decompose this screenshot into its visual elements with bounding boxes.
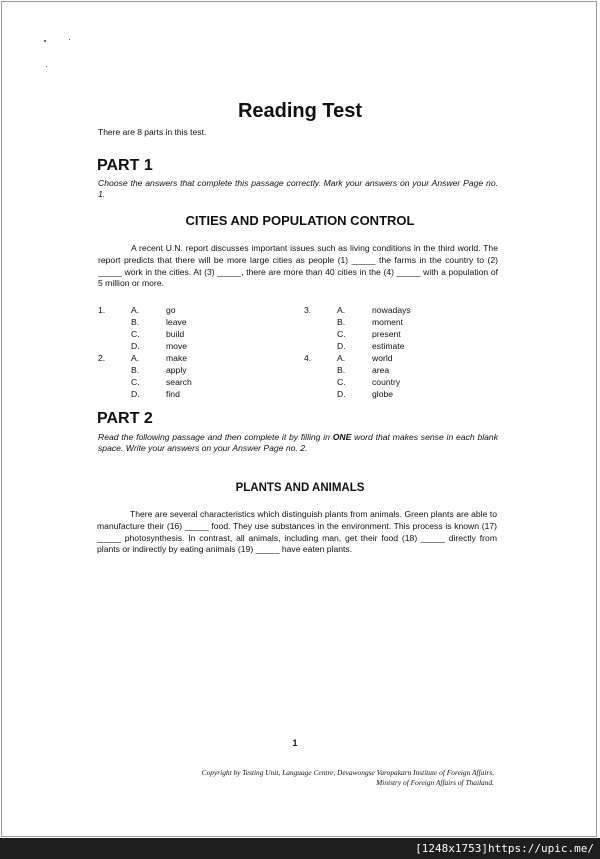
part1-section-title: CITIES AND POPULATION CONTROL (185, 213, 415, 228)
part1-heading: PART 1 (97, 157, 153, 174)
part2-instruction (98, 432, 498, 454)
part1-passage: A recent U.N. report discusses important issues such as living conditions in the third world. The report predicts that there will be more large cities as people (1) _____ the farms in the country to (2) _____ work in the cities. At (3) _____, there are more than 40 cities in the (4) _____ with a population of 5 million or more. (98, 243, 498, 289)
option-text: globe (372, 389, 394, 399)
instruction-text: word that makes sense in each blank space. Write your answers on your Answer Page no. 2. (98, 432, 498, 453)
option-text: go (166, 305, 176, 315)
option-text: make (166, 353, 188, 363)
option-text: leave (166, 317, 187, 327)
option-letter: A. (131, 353, 140, 363)
option-text: country (372, 377, 401, 387)
option-letter: D. (131, 389, 140, 399)
option-letter: C. (337, 377, 346, 387)
copyright-notice (202, 768, 494, 788)
option-text: search (166, 377, 192, 387)
question-number: 4. (304, 353, 312, 363)
scan-speck (69, 39, 70, 40)
watermark-text: [1248x1753]https://upic.me/ (415, 842, 594, 855)
page-number: 1 (292, 738, 298, 748)
option-letter: B. (337, 317, 346, 327)
question-number: 3. (304, 305, 312, 315)
scan-speck (44, 40, 46, 42)
scan-speck (46, 66, 47, 67)
option-letter: D. (337, 341, 346, 351)
option-letter: D. (131, 341, 140, 351)
option-letter: C. (131, 377, 140, 387)
option-letter: A. (337, 305, 346, 315)
option-text: move (166, 341, 188, 351)
page-title: Reading Test (237, 100, 363, 122)
option-letter: B. (337, 365, 346, 375)
part2-passage: There are several characteristics which distinguish plants from animals. Green plants are able to manufacture their (16) _____ food. They use substances in the environment. This process is known (17) _____ photosynthesis. In contrast, all animals, including man, get their food (18) _____ directly from plants or indirectly by eating animals (19) _____ have eaten plants. (97, 509, 497, 555)
instruction-emphasis: ONE (332, 432, 352, 442)
option-text: build (166, 329, 185, 339)
part1-instruction: Choose the answers that complete this passage correctly. Mark your answers on your Answer Page no. 1. (98, 178, 498, 199)
option-text: apply (166, 365, 187, 375)
copyright-line-2: Ministry of Foreign Affairs of Thailand. (376, 778, 494, 787)
part2-heading: PART 2 (97, 410, 153, 427)
option-text: moment (372, 317, 404, 327)
watermark-bar (0, 838, 600, 859)
instruction-text: Read the following passage and then complete it by filling in (98, 432, 333, 442)
copyright-line-1: Copyright by Testing Unit, Language Centre, Devawongse Varopakarn Institute of Foreign Affairs, (201, 768, 494, 777)
part2-section-title: PLANTS AND ANIMALS (235, 482, 365, 494)
option-letter: A. (131, 305, 140, 315)
question-number: 1. (98, 305, 106, 315)
option-letter: C. (337, 329, 346, 339)
option-text: present (372, 329, 401, 339)
page-border (1, 1, 597, 837)
option-letter: B. (131, 365, 140, 375)
option-text: estimate (372, 341, 405, 351)
question-number: 2. (98, 353, 106, 363)
option-text: find (166, 389, 180, 399)
option-letter: C. (131, 329, 140, 339)
option-letter: B. (131, 317, 140, 327)
option-letter: A. (337, 353, 346, 363)
option-text: nowadays (372, 305, 411, 315)
intro-text: There are 8 parts in this test. (98, 127, 207, 137)
option-text: area (372, 365, 390, 375)
option-text: world (372, 353, 393, 363)
option-letter: D. (337, 389, 346, 399)
